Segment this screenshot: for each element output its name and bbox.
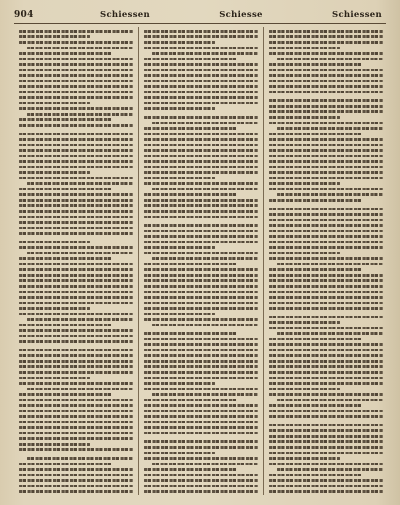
headword-left: Schiessen xyxy=(100,10,150,20)
text-line xyxy=(269,446,383,449)
headword-center: Schiesse xyxy=(219,10,263,20)
text-line xyxy=(144,199,258,202)
text-line xyxy=(144,479,258,482)
text-line xyxy=(19,160,133,163)
text-line xyxy=(269,224,383,227)
text-line xyxy=(269,144,383,147)
text-line xyxy=(19,63,133,66)
text-line xyxy=(144,274,258,277)
text-line xyxy=(19,96,133,99)
text-line xyxy=(144,404,258,407)
text-line xyxy=(144,74,258,77)
text-line xyxy=(19,210,133,213)
text-line xyxy=(144,485,258,488)
text-line xyxy=(19,177,133,180)
text-line xyxy=(277,263,383,266)
text-line xyxy=(269,69,383,72)
text-line xyxy=(144,235,258,238)
text-line xyxy=(269,302,383,305)
text-line xyxy=(269,235,383,238)
text-line xyxy=(144,468,237,471)
text-line xyxy=(144,446,258,449)
text-line xyxy=(269,99,383,102)
text-line xyxy=(144,457,258,460)
text-line xyxy=(19,107,133,110)
text-line xyxy=(144,285,258,288)
text-line xyxy=(19,124,133,127)
text-line xyxy=(269,63,362,66)
text-line xyxy=(269,279,383,282)
text-line xyxy=(144,35,258,38)
text-line xyxy=(269,285,383,288)
text-line xyxy=(152,188,258,191)
page-number: 904 xyxy=(14,10,34,20)
text-line xyxy=(19,138,133,141)
text-line xyxy=(144,63,258,66)
text-line xyxy=(19,52,112,55)
text-line xyxy=(144,291,258,294)
text-line xyxy=(144,47,258,50)
text-line xyxy=(19,426,133,429)
text-line xyxy=(19,227,133,230)
text-line xyxy=(269,327,383,330)
text-line xyxy=(19,80,133,83)
text-line xyxy=(19,437,133,440)
text-line xyxy=(19,257,112,260)
text-line xyxy=(19,360,133,363)
text-line xyxy=(269,155,383,158)
text-line xyxy=(144,313,215,316)
text-line xyxy=(19,335,133,338)
text-line xyxy=(269,429,383,432)
text-line xyxy=(19,329,133,332)
text-line xyxy=(27,113,133,116)
text-column-right xyxy=(263,27,388,495)
text-line xyxy=(277,332,383,335)
text-line xyxy=(19,479,133,482)
text-line xyxy=(19,432,133,435)
text-line xyxy=(269,435,383,438)
text-line xyxy=(144,377,258,380)
text-line xyxy=(144,96,258,99)
text-line xyxy=(144,252,258,255)
text-line xyxy=(144,144,258,147)
text-line xyxy=(144,426,258,429)
text-line xyxy=(19,365,133,368)
text-line xyxy=(144,388,258,391)
text-line xyxy=(144,490,258,493)
text-line xyxy=(19,296,133,299)
text-line xyxy=(19,485,133,488)
text-line xyxy=(19,155,133,158)
text-line xyxy=(19,463,112,466)
text-line xyxy=(269,30,383,33)
text-column-middle xyxy=(138,27,263,495)
text-line xyxy=(269,219,383,222)
text-line xyxy=(269,404,362,407)
headword-right: Schiessen xyxy=(332,10,382,20)
text-line xyxy=(19,149,133,152)
text-line xyxy=(144,155,258,158)
text-line xyxy=(277,58,383,61)
text-line xyxy=(269,415,383,418)
text-columns xyxy=(14,27,388,495)
text-line xyxy=(19,307,90,310)
text-line xyxy=(269,52,383,55)
text-line xyxy=(19,263,133,266)
text-line xyxy=(19,279,133,282)
text-line xyxy=(269,354,383,357)
text-line xyxy=(269,463,383,466)
text-line xyxy=(269,252,340,255)
text-line xyxy=(144,421,258,424)
text-line xyxy=(144,382,215,385)
text-line xyxy=(144,440,258,443)
text-line xyxy=(144,263,237,266)
text-line xyxy=(19,393,112,396)
text-line xyxy=(19,30,133,33)
text-line xyxy=(144,246,215,249)
text-line xyxy=(269,110,383,113)
text-line xyxy=(144,116,258,119)
text-line xyxy=(19,448,133,451)
text-line xyxy=(27,47,133,50)
text-line xyxy=(144,85,258,88)
text-line xyxy=(144,138,258,141)
text-line xyxy=(269,382,383,385)
text-line xyxy=(19,377,90,380)
text-line xyxy=(269,274,383,277)
text-line xyxy=(144,193,237,196)
text-line xyxy=(269,149,383,152)
text-line xyxy=(269,452,383,455)
text-line xyxy=(19,102,90,105)
text-line xyxy=(19,35,90,38)
text-line xyxy=(19,118,112,121)
text-line xyxy=(144,318,258,321)
text-line xyxy=(269,85,383,88)
text-line xyxy=(19,490,133,493)
text-line xyxy=(277,127,383,130)
text-line xyxy=(19,41,133,44)
text-line xyxy=(269,349,383,352)
text-line xyxy=(269,307,383,310)
text-line xyxy=(19,291,133,294)
text-line xyxy=(19,404,133,407)
text-line xyxy=(269,133,362,136)
text-line xyxy=(19,421,133,424)
text-line xyxy=(269,338,362,341)
text-line xyxy=(152,122,258,125)
text-line xyxy=(269,116,340,119)
text-line xyxy=(269,177,383,180)
text-line xyxy=(144,268,258,271)
text-line xyxy=(152,257,258,260)
text-line xyxy=(144,343,258,346)
text-line xyxy=(19,91,133,94)
text-line xyxy=(27,457,133,460)
text-line xyxy=(144,107,215,110)
text-line xyxy=(144,30,258,33)
text-line xyxy=(269,360,383,363)
text-line xyxy=(19,349,133,352)
text-line xyxy=(144,41,215,44)
text-line xyxy=(269,268,362,271)
text-line xyxy=(19,166,133,169)
text-line xyxy=(144,296,258,299)
text-line xyxy=(277,399,383,402)
text-line xyxy=(27,182,133,185)
text-line xyxy=(19,415,133,418)
text-line xyxy=(144,241,258,244)
text-line xyxy=(269,160,383,163)
text-line xyxy=(269,74,383,77)
text-line xyxy=(277,468,383,471)
text-line xyxy=(19,204,133,207)
text-line xyxy=(144,371,258,374)
text-line xyxy=(269,291,383,294)
text-line xyxy=(144,69,258,72)
text-line xyxy=(144,410,258,413)
text-line xyxy=(27,318,133,321)
text-line xyxy=(19,474,133,477)
text-line xyxy=(19,399,133,402)
text-line xyxy=(269,188,383,191)
text-line xyxy=(144,182,258,185)
text-line xyxy=(269,241,383,244)
text-line xyxy=(144,432,258,435)
text-line xyxy=(144,160,258,163)
text-line xyxy=(19,144,133,147)
text-column-left xyxy=(14,27,138,495)
text-line xyxy=(19,74,133,77)
text-line xyxy=(269,377,383,380)
text-line xyxy=(269,166,383,169)
text-line xyxy=(19,246,133,249)
text-line xyxy=(27,388,133,391)
text-line xyxy=(269,257,383,260)
text-line xyxy=(269,122,383,125)
text-line xyxy=(144,210,258,213)
text-line xyxy=(269,296,383,299)
text-line xyxy=(19,69,133,72)
text-line xyxy=(19,171,90,174)
text-line xyxy=(269,171,383,174)
text-line xyxy=(144,452,215,455)
text-line xyxy=(19,193,133,196)
text-line xyxy=(269,35,383,38)
text-line xyxy=(144,127,237,130)
text-line xyxy=(269,47,340,50)
text-line xyxy=(269,80,383,83)
text-line xyxy=(144,166,258,169)
text-line xyxy=(144,177,215,180)
text-line xyxy=(19,58,133,61)
text-line xyxy=(144,133,258,136)
text-line xyxy=(152,463,258,466)
text-line xyxy=(19,382,133,385)
text-line xyxy=(19,324,112,327)
text-line xyxy=(269,485,383,488)
text-line xyxy=(19,221,133,224)
text-line xyxy=(19,302,133,305)
text-line xyxy=(269,410,383,413)
text-line xyxy=(269,138,383,141)
text-line xyxy=(144,80,258,83)
text-line xyxy=(144,474,258,477)
text-line xyxy=(144,354,258,357)
text-line xyxy=(269,199,362,202)
text-line xyxy=(269,388,340,391)
text-line xyxy=(144,102,258,105)
text-line xyxy=(27,252,133,255)
text-line xyxy=(19,268,133,271)
text-line xyxy=(269,105,383,108)
text-line xyxy=(269,321,340,324)
text-line xyxy=(269,91,383,94)
text-line xyxy=(144,302,258,305)
text-line xyxy=(144,415,258,418)
text-line xyxy=(144,171,258,174)
text-line xyxy=(144,338,258,341)
text-line xyxy=(19,216,133,219)
text-line xyxy=(144,224,258,227)
text-line xyxy=(144,332,237,335)
text-line xyxy=(19,274,133,277)
text-line xyxy=(144,349,258,352)
text-line xyxy=(144,307,258,310)
text-line xyxy=(269,424,383,427)
text-line xyxy=(19,133,133,136)
text-line xyxy=(269,365,383,368)
text-line xyxy=(269,230,383,233)
text-line xyxy=(19,285,133,288)
text-line xyxy=(144,58,237,61)
text-line xyxy=(19,410,133,413)
text-line xyxy=(19,340,133,343)
text-line xyxy=(19,85,133,88)
text-line xyxy=(144,149,258,152)
text-line xyxy=(152,324,258,327)
text-line xyxy=(152,52,258,55)
header-rule xyxy=(14,23,386,24)
text-line xyxy=(269,371,383,374)
text-line xyxy=(277,193,383,196)
text-line xyxy=(19,468,133,471)
text-line xyxy=(19,354,133,357)
running-header xyxy=(14,8,386,22)
text-line xyxy=(269,208,383,211)
text-line xyxy=(19,188,112,191)
text-line xyxy=(144,230,258,233)
text-line xyxy=(19,232,133,235)
text-line xyxy=(269,246,383,249)
text-line xyxy=(144,204,258,207)
text-line xyxy=(269,440,383,443)
text-line xyxy=(269,213,383,216)
text-line xyxy=(269,182,340,185)
text-line xyxy=(152,393,258,396)
text-line xyxy=(144,216,258,219)
text-line xyxy=(269,41,383,44)
text-line xyxy=(269,474,362,477)
text-line xyxy=(19,371,133,374)
text-line xyxy=(269,316,383,319)
text-line xyxy=(269,490,383,493)
text-line xyxy=(19,443,90,446)
text-line xyxy=(269,479,383,482)
text-line xyxy=(144,360,258,363)
text-line xyxy=(144,279,258,282)
text-line xyxy=(269,393,383,396)
text-line xyxy=(269,343,383,346)
text-line xyxy=(144,91,258,94)
text-line xyxy=(19,313,133,316)
text-line xyxy=(19,199,133,202)
text-line xyxy=(269,457,340,460)
text-line xyxy=(19,241,90,244)
text-line xyxy=(144,399,237,402)
text-line xyxy=(144,365,258,368)
